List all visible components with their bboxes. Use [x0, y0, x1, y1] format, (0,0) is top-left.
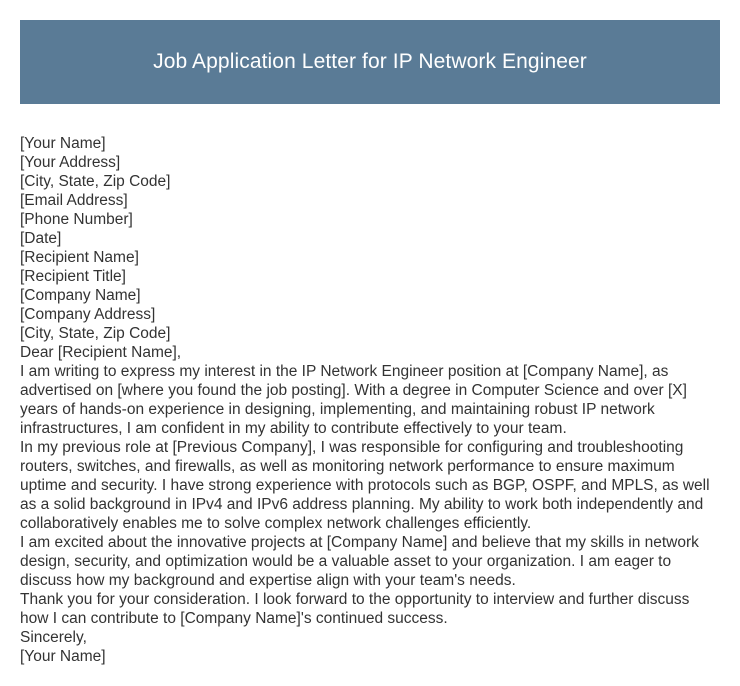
sender-city-state-zip: [City, State, Zip Code]: [20, 173, 171, 190]
sender-email: [Email Address]: [20, 192, 128, 209]
letter-date: [Date]: [20, 230, 62, 247]
sender-phone: [Phone Number]: [20, 211, 133, 228]
paragraph-interest: I am excited about the innovative projects at [Company Name] and believe that my skills in network design, security, and optimization would be a valuable asset to your organization. I am eager to discuss how my background and expertise align with your team's needs.: [20, 534, 699, 589]
closing: Sincerely,: [20, 629, 87, 646]
page-title: Job Application Letter for IP Network Engineer: [153, 50, 587, 73]
salutation: Dear [Recipient Name],: [20, 344, 182, 361]
sender-address: [Your Address]: [20, 154, 121, 171]
signature: [Your Name]: [20, 648, 106, 665]
recipient-name: [Recipient Name]: [20, 249, 139, 266]
paragraph-experience: In my previous role at [Previous Company], I was responsible for configuring and troubleshooting routers, switches, and firewalls, as well as monitoring network performance to ensure maximum uptime and security. I have strong experience with protocols such as BGP, OSPF, and MPLS, as well as a solid background in IPv4 and IPv6 address planning. My ability to work both independently and collaboratively enables me to solve complex network challenges efficiently.: [20, 439, 710, 532]
recipient-title: [Recipient Title]: [20, 268, 126, 285]
paragraph-intro: I am writing to express my interest in the IP Network Engineer position at [Company Name], as advertised on [where you found the job posting]. With a degree in Computer Science and over [X] years of hands-on experience in designing, implementing, and maintaining robust IP network infrastructures, I am confident in my ability to contribute effectively to your team.: [20, 363, 687, 437]
sender-name: [Your Name]: [20, 135, 106, 152]
letter-body: [20, 134, 722, 666]
paragraph-thanks: Thank you for your consideration. I look forward to the opportunity to interview and further discuss how I can contribute to [Company Name]'s continued success.: [20, 591, 690, 627]
recipient-address: [Company Address]: [20, 306, 156, 323]
page-header: [20, 20, 720, 104]
recipient-city-state-zip: [City, State, Zip Code]: [20, 325, 171, 342]
recipient-company: [Company Name]: [20, 287, 141, 304]
